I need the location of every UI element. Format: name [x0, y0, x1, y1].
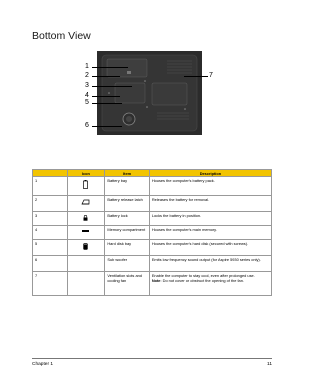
row-icon-cell	[67, 177, 105, 196]
table-row	[33, 240, 272, 256]
table-header-row	[33, 170, 272, 177]
row-item: Battery lock	[105, 212, 149, 226]
table-row	[33, 256, 272, 272]
header-icon: Icon	[67, 170, 105, 177]
row-icon-cell	[67, 240, 105, 256]
callout-4: 4	[85, 92, 89, 99]
battery-icon	[83, 180, 88, 189]
table-row	[33, 212, 272, 226]
row-item: Ventilation slots and cooling fan	[105, 272, 149, 296]
row-number: 2	[33, 196, 68, 212]
table-row	[33, 196, 272, 212]
row-number: 1	[33, 177, 68, 196]
callout-line-6	[92, 126, 122, 127]
row-description: Houses the computer's hard disk (secured with screws).	[149, 240, 271, 256]
callout-3: 3	[85, 82, 89, 89]
callout-1: 1	[85, 63, 89, 70]
callout-5: 5	[85, 99, 89, 106]
header-number	[33, 170, 68, 177]
laptop-bottom-figure	[84, 48, 214, 138]
callout-line-1	[92, 67, 128, 68]
table-row	[33, 226, 272, 240]
row-note	[152, 278, 269, 283]
page-title: Bottom View	[32, 30, 91, 42]
footer-page-number: 11	[267, 362, 272, 367]
row-number: 6	[33, 256, 68, 272]
header-description: Description	[149, 170, 271, 177]
hard-disk-icon	[83, 243, 88, 250]
row-item: Battery bay	[105, 177, 149, 196]
row-item: Hard disk bay	[105, 240, 149, 256]
callout-line-3	[92, 86, 132, 87]
footer-divider	[32, 358, 272, 359]
row-icon-cell	[67, 212, 105, 226]
row-number: 5	[33, 240, 68, 256]
row-icon-cell	[67, 256, 105, 272]
row-description: Emits low frequency sound output (for Aspire 5930 series only).	[149, 256, 271, 272]
callout-line-2	[92, 76, 120, 77]
laptop-bottom-photo	[97, 51, 202, 135]
bottom-view-table	[32, 169, 272, 296]
row-icon-cell	[67, 226, 105, 240]
callout-line-5	[92, 103, 122, 104]
callout-7: 7	[209, 72, 213, 79]
callout-line-4	[92, 96, 120, 97]
battery-release-icon	[81, 199, 90, 205]
row-item: Memory compartment	[105, 226, 149, 240]
note-label: Note	[151, 278, 161, 283]
row-icon-cell	[67, 272, 105, 296]
header-item: Item	[105, 170, 149, 177]
row-description: Releases the battery for removal.	[149, 196, 271, 212]
row-description	[149, 272, 271, 296]
row-description-text: Enable the computer to stay cool, even after prolonged use.	[151, 273, 255, 278]
callout-2: 2	[85, 72, 89, 79]
lock-icon	[83, 215, 88, 221]
row-icon-cell	[67, 196, 105, 212]
row-description: Houses the computer's battery pack.	[149, 177, 271, 196]
note-text: : Do not cover or obstruct the opening of the fan.	[160, 278, 244, 283]
row-description: Locks the battery in position.	[149, 212, 271, 226]
footer-chapter: Chapter 1	[32, 362, 54, 367]
memory-icon	[82, 229, 89, 233]
row-number: 7	[33, 272, 68, 296]
callout-line-7	[184, 76, 208, 77]
table-row	[33, 272, 272, 296]
callout-6: 6	[85, 122, 89, 129]
row-item: Battery release latch	[105, 196, 149, 212]
table-row	[33, 177, 272, 196]
row-number: 4	[33, 226, 68, 240]
row-description: Houses the computer's main memory.	[149, 226, 271, 240]
row-item: Sub woofer	[105, 256, 149, 272]
row-number: 3	[33, 212, 68, 226]
